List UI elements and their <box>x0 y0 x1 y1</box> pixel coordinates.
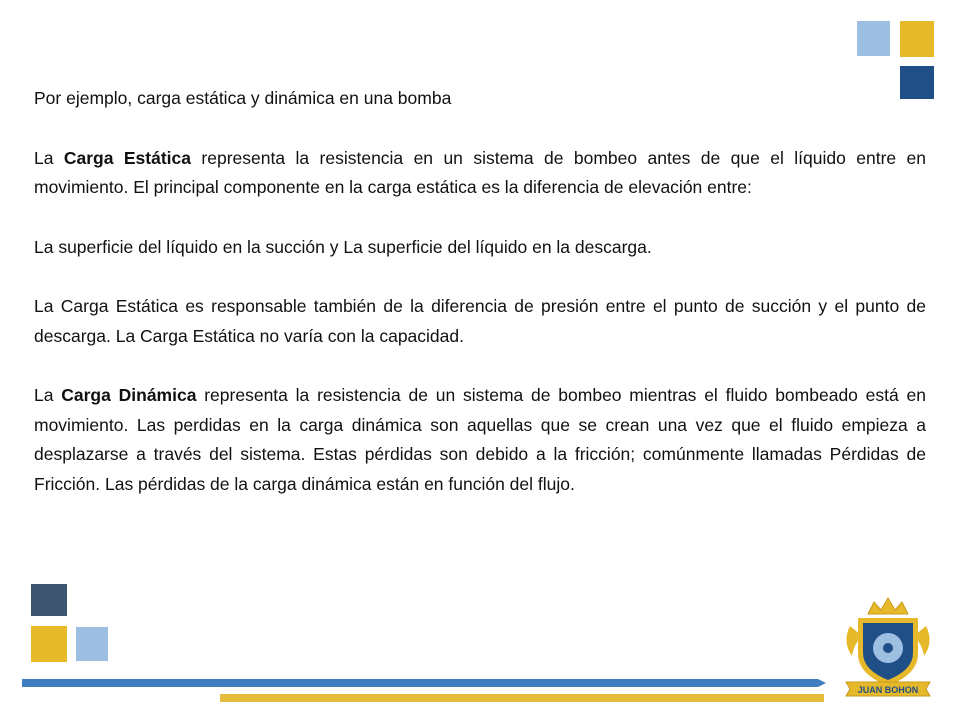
footer-bar-blue <box>22 679 818 687</box>
document-body <box>34 84 926 529</box>
p1-pre: La <box>34 147 64 168</box>
paragraph-presion: La Carga Estática es responsable también de la diferencia de presión entre el punto de succión y el punto de descarga. La Carga Estática no varía con la capacidad. <box>34 296 926 346</box>
paragraph-carga-estatica <box>34 144 926 203</box>
decor-square-yellow-bottom <box>31 626 67 662</box>
shield-crest-icon <box>840 596 936 700</box>
p4-bold-term: Carga Dinámica <box>61 385 197 405</box>
p4-post: representa la resistencia de un sistema de bombeo mientras el fluido bombeado está en movimiento. Las perdidas en la carga dinámica son aquellas que se crean una vez que el fluido empieza a desplazarse a través del sistema. Estas pérdidas son debido a la fricción; comúnmente llamadas Pérdidas de Fricción. Las pérdidas de la carga dinámica están en función del flujo. <box>34 385 927 494</box>
decor-square-light-blue-top <box>857 21 890 56</box>
paragraph-superficie: La superficie del líquido en la succión y La superficie del líquido en la descarga. <box>34 236 652 257</box>
footer-bar-yellow <box>220 694 824 702</box>
footer-bar-blue-arrow <box>818 679 826 687</box>
p1-post: representa la resistencia en un sistema de bombeo antes de que el líquido entre en movimiento. El principal componente en la carga estática es la diferencia de elevación entre: <box>34 147 926 197</box>
decor-square-yellow-top <box>900 21 934 57</box>
paragraph-carga-dinamica <box>34 381 926 499</box>
logo-text: JUAN BOHON <box>857 685 919 695</box>
p4-pre: La <box>34 385 62 405</box>
decor-square-slate-bottom <box>31 584 67 616</box>
decor-square-light-blue-bottom <box>76 627 108 661</box>
intro-line: Por ejemplo, carga estática y dinámica en una bomba <box>34 88 452 108</box>
p1-bold-term: Carga Estática <box>63 147 192 168</box>
